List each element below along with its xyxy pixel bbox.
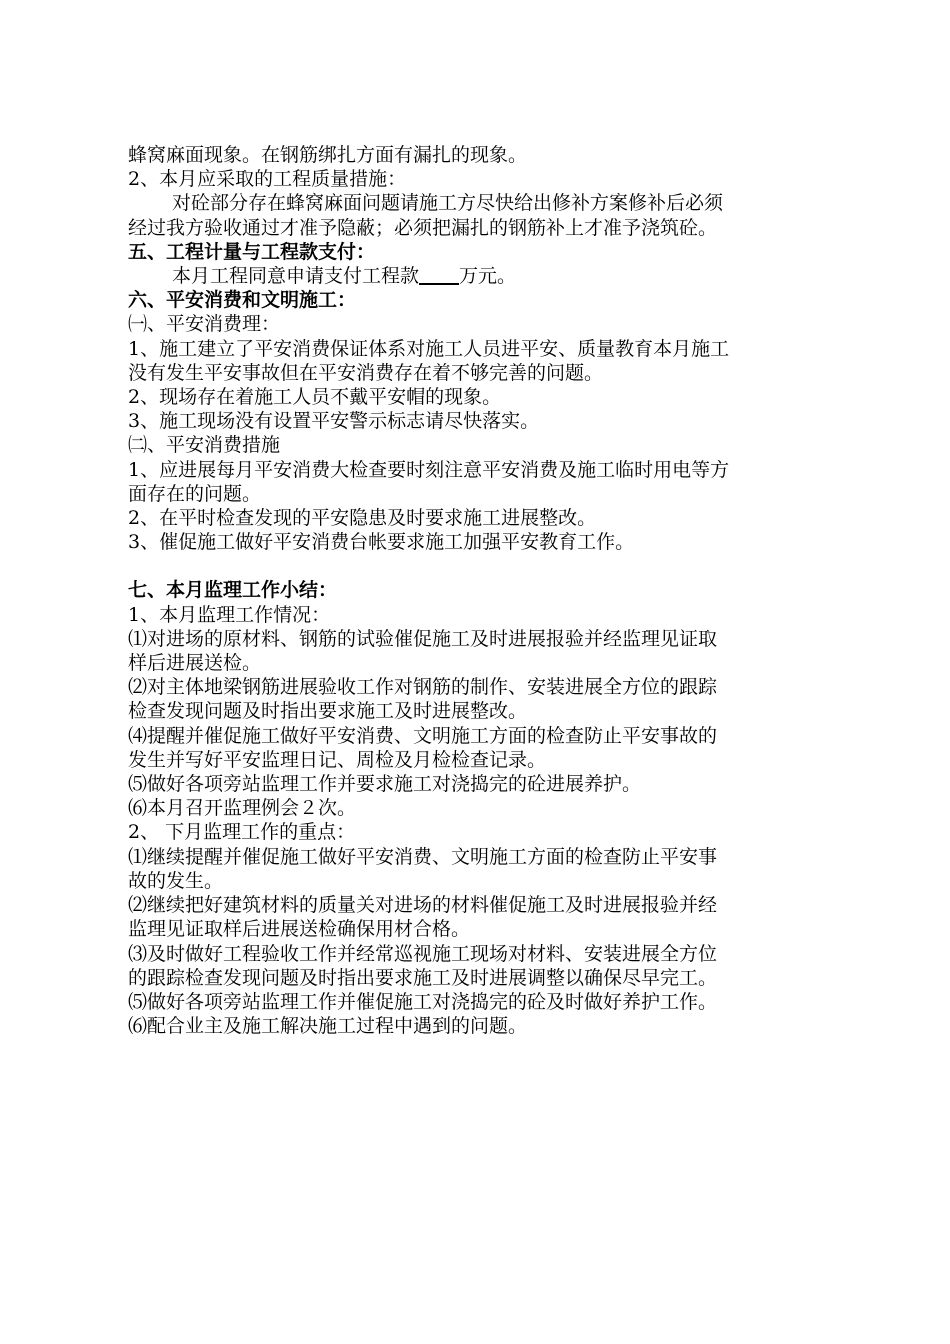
paragraph-line: 没有发生平安事故但在平安消费存在着不够完善的问题。 <box>128 361 604 384</box>
paragraph-line: 对砼部分存在蜂窝麻面问题请施工方尽快给出修补方案修补后必须 <box>172 192 724 215</box>
amount-blank <box>419 265 459 285</box>
paragraph-line: ⑴对进场的原材料、钢筋的试验催促施工及时进展报验并经监理见证取 <box>128 627 718 650</box>
paragraph-line: ⑹配合业主及施工解决施工过程中遇到的问题。 <box>128 1015 528 1038</box>
document-body <box>128 143 838 1038</box>
paragraph-line: ⑸做好各项旁站监理工作并要求施工对浇捣完的砼进展养护。 <box>128 773 642 796</box>
subsection-heading: 2、 下月监理工作的重点： <box>128 821 356 844</box>
paragraph-line: 的跟踪检查发现问题及时指出要求施工及时进展调整以确保尽早完工。 <box>128 966 718 989</box>
paragraph-line: 1、施工建立了平安消费保证体系对施工人员进平安、质量教育本月施工 <box>128 337 730 360</box>
section-heading-6: 六、平安消费和文明施工： <box>128 289 357 312</box>
paragraph-line: ⑴继续提醒并催促施工做好平安消费、文明施工方面的检查防止平安事 <box>128 845 718 868</box>
payment-text: 本月工程同意申请支付工程款 <box>172 265 420 288</box>
subsection-heading: ㈡、平安消费措施 <box>128 434 281 457</box>
paragraph-line: 经过我方验收通过才准予隐蔽；必须把漏扎的钢筋补上才准予浇筑砼。 <box>128 216 718 239</box>
paragraph-line: 监理见证取样后进展送检确保用材合格。 <box>128 918 471 941</box>
paragraph-line: ⑷提醒并催促施工做好平安消费、文明施工方面的检查防止平安事故的 <box>128 724 718 747</box>
paragraph-line: 发生并写好平安监理日记、周检及月检检查记录。 <box>128 748 547 771</box>
paragraph-line: 3、催促施工做好平安消费台帐要求施工加强平安教育工作。 <box>128 531 635 554</box>
paragraph-line: 面存在的问题。 <box>128 482 262 505</box>
paragraph-line: 蜂窝麻面现象。在钢筋绑扎方面有漏扎的现象。 <box>128 144 528 166</box>
paragraph-line: 2、现场存在着施工人员不戴平安帽的现象。 <box>128 386 502 409</box>
subsection-heading: ㈠、平安消费理： <box>128 313 281 336</box>
paragraph-line: 检查发现问题及时指出要求施工及时进展整改。 <box>128 700 528 723</box>
paragraph-line: ⑵继续把好建筑材料的质量关对进场的材料催促施工及时进展报验并经 <box>128 894 718 917</box>
payment-unit: 万元。 <box>459 265 517 288</box>
paragraph-line: ⑸做好各项旁站监理工作并催促施工对浇捣完的砼及时做好养护工作。 <box>128 990 718 1013</box>
paragraph-line: 2、在平时检查发现的平安隐患及时要求施工进展整改。 <box>128 507 597 530</box>
section-heading-5: 五、工程计量与工程款支付： <box>128 240 376 263</box>
paragraph-line: 故的发生。 <box>128 869 224 892</box>
paragraph-line: 3、施工现场没有设置平安警示标志请尽快落实。 <box>128 410 540 433</box>
measures-heading: 2、本月应采取的工程质量措施： <box>128 168 407 191</box>
subsection-heading: 1、本月监理工作情况： <box>128 603 331 626</box>
payment-line <box>128 264 838 288</box>
paragraph-line: 1、应进展每月平安消费大检查要时刻注意平安消费及施工临时用电等方 <box>128 458 730 481</box>
section-heading-7: 七、本月监理工作小结： <box>128 579 338 602</box>
blank-line <box>128 554 838 578</box>
paragraph-line: ⑶及时做好工程验收工作并经常巡视施工现场对材料、安装进展全方位 <box>128 942 718 965</box>
paragraph-line: ⑵对主体地梁钢筋进展验收工作对钢筋的制作、安装进展全方位的跟踪 <box>128 676 718 699</box>
paragraph-line: 样后进展送检。 <box>128 652 262 675</box>
paragraph-line: ⑹本月召开监理例会２次。 <box>128 797 357 820</box>
